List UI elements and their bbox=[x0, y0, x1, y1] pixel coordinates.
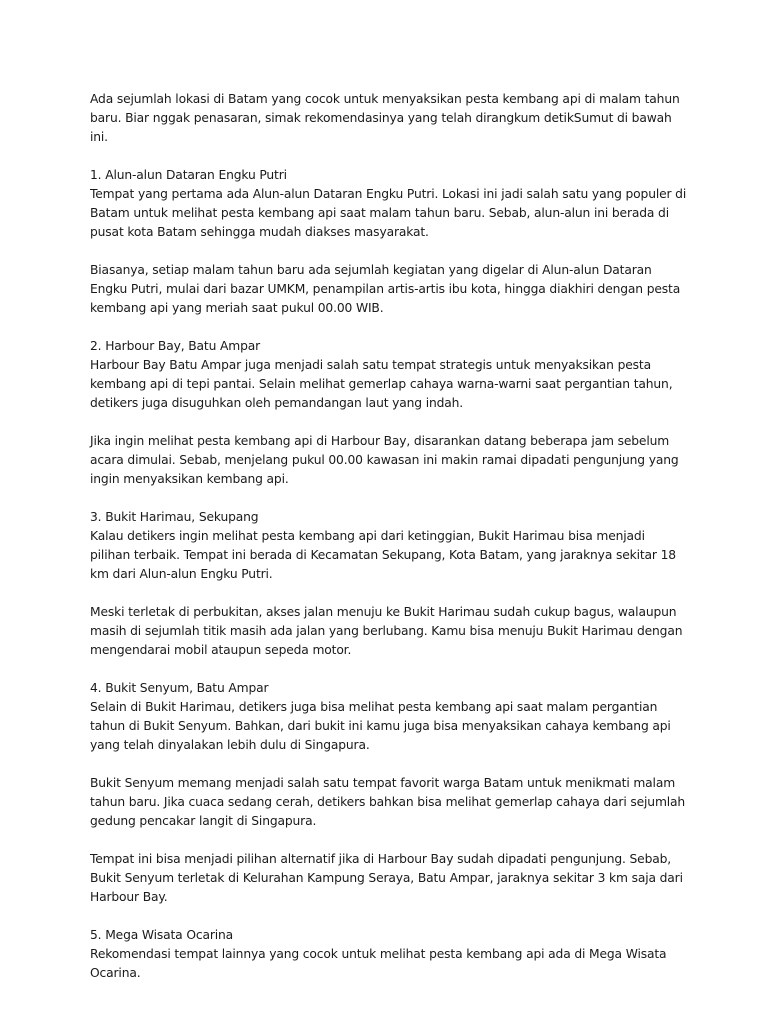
section-4 bbox=[90, 679, 688, 755]
section-heading: 5. Mega Wisata Ocarina bbox=[90, 928, 234, 942]
section-3 bbox=[90, 508, 688, 584]
section-paragraph: Harbour Bay Batu Ampar juga menjadi salah satu tempat strategis untuk menyaksikan pesta kembang api di tepi pantai. Selain melihat gemerlap cahaya warna-warni saat pergantian tahun, detikers juga disuguhkan oleh pemandangan laut yang indah. bbox=[90, 358, 673, 410]
section-2 bbox=[90, 337, 688, 413]
section-paragraph: Rekomendasi tempat lainnya yang cocok untuk melihat pesta kembang api ada di Mega Wisata Ocarina. bbox=[90, 947, 667, 980]
section-paragraph: Biasanya, setiap malam tahun baru ada sejumlah kegiatan yang digelar di Alun-alun Dataran Engku Putri, mulai dari bazar UMKM, penampilan artis-artis ibu kota, hingga diakhiri dengan pesta kembang api yang meriah saat pukul 00.00 WIB. bbox=[90, 263, 681, 315]
section-paragraph: Meski terletak di perbukitan, akses jalan menuju ke Bukit Harimau sudah cukup bagus, walaupun masih di sejumlah titik masih ada jalan yang berlubang. Kamu bisa menuju Bukit Harimau dengan mengendarai mobil ataupun sepeda motor. bbox=[90, 605, 683, 657]
section-heading: 3. Bukit Harimau, Sekupang bbox=[90, 510, 259, 524]
section-heading: 2. Harbour Bay, Batu Ampar bbox=[90, 339, 261, 353]
section-heading: 4. Bukit Senyum, Batu Ampar bbox=[90, 681, 269, 695]
section-1 bbox=[90, 166, 688, 242]
section-heading: 1. Alun-alun Dataran Engku Putri bbox=[90, 168, 287, 182]
section-paragraph: Tempat yang pertama ada Alun-alun Dataran Engku Putri. Lokasi ini jadi salah satu yang populer di Batam untuk melihat pesta kembang api saat malam tahun baru. Sebab, alun-alun ini berada di pusat kota Batam sehingga mudah diakses masyarakat. bbox=[90, 187, 687, 239]
section-paragraph: Kalau detikers ingin melihat pesta kembang api dari ketinggian, Bukit Harimau bisa menjadi pilihan terbaik. Tempat ini berada di Kecamatan Sekupang, Kota Batam, yang jaraknya sekitar 18 km dari Alun-alun Engku Putri. bbox=[90, 529, 676, 581]
section-paragraph: Selain di Bukit Harimau, detikers juga bisa melihat pesta kembang api saat malam pergantian tahun di Bukit Senyum. Bahkan, dari bukit ini kamu juga bisa menyaksikan cahaya kembang api yang telah dinyalakan lebih dulu di Singapura. bbox=[90, 700, 671, 752]
document-body bbox=[90, 90, 688, 1002]
section-5 bbox=[90, 926, 688, 983]
section-paragraph: Tempat ini bisa menjadi pilihan alternatif jika di Harbour Bay sudah dipadati pengunjung. Sebab, Bukit Senyum terletak di Kelurahan Kampung Seraya, Batu Ampar, jaraknya sekitar 3 km saja dari Harbour Bay. bbox=[90, 852, 683, 904]
intro-paragraph: Ada sejumlah lokasi di Batam yang cocok untuk menyaksikan pesta kembang api di malam tahun baru. Biar nggak penasaran, simak rekomendasinya yang telah dirangkum detikSumut di bawah ini. bbox=[90, 92, 680, 144]
section-paragraph: Jika ingin melihat pesta kembang api di Harbour Bay, disarankan datang beberapa jam sebelum acara dimulai. Sebab, menjelang pukul 00.00 kawasan ini makin ramai dipadati pengunjung yang ingin menyaksikan kembang api. bbox=[90, 434, 679, 486]
section-paragraph: Bukit Senyum memang menjadi salah satu tempat favorit warga Batam untuk menikmati malam tahun baru. Jika cuaca sedang cerah, detikers bahkan bisa melihat gemerlap cahaya dari sejumlah gedung pencakar langit di Singapura. bbox=[90, 776, 686, 828]
